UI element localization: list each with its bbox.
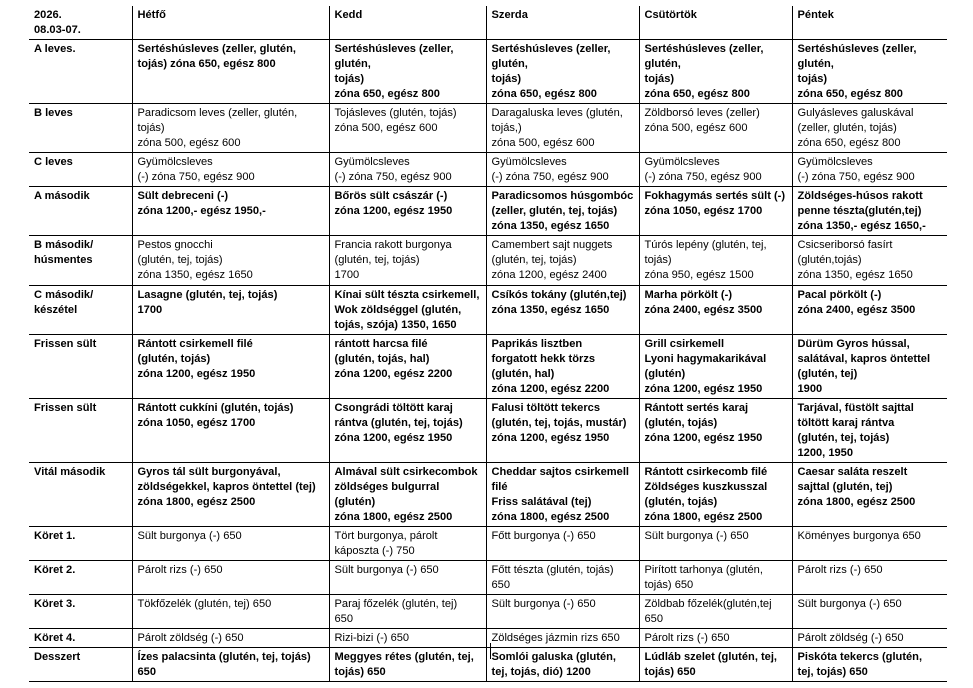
menu-cell: Paraj főzelék (glutén, tej) 650: [329, 595, 486, 629]
menu-cell: Paradicsom leves (zeller, glutén, tojás) zóna 500, egész 600: [132, 104, 329, 153]
menu-cell: Grill csirkemell Lyoni hagymakarikával (glutén) zóna 1200, egész 1950: [639, 335, 792, 399]
menu-cell: Túrós lepény (glutén, tej, tojás) zóna 950, egész 1500: [639, 236, 792, 286]
menu-cell: Sertéshúsleves (zeller, glutén, tojás) zóna 650, egész 800: [792, 40, 947, 104]
menu-cell: Gyümölcsleves (-) zóna 750, egész 900: [329, 153, 486, 187]
menu-cell: Paprikás lisztben forgatott hekk törzs (glutén, hal) zóna 1200, egész 2200: [486, 335, 639, 399]
menu-cell: Camembert sajt nuggets (glutén, tej, tojás) zóna 1200, egész 2400: [486, 236, 639, 286]
menu-cell: Sült burgonya (-) 650: [329, 561, 486, 595]
menu-cell: Paradicsomos húsgombóc (zeller, glutén, tej, tojás) zóna 1350, egész 1650: [486, 187, 639, 236]
row-label: Köret 2.: [29, 561, 132, 595]
menu-cell: Almával sült csirkecombok zöldséges bulgurral (glutén) zóna 1800, egész 2500: [329, 463, 486, 527]
row-label: C leves: [29, 153, 132, 187]
menu-cell: Rizi-bizi (-) 650: [329, 629, 486, 648]
menu-cell: Cheddar sajtos csirkemell filé Friss salátával (tej) zóna 1800, egész 2500: [486, 463, 639, 527]
menu-cell: Fokhagymás sertés sült (-) zóna 1050, egész 1700: [639, 187, 792, 236]
menu-cell: Gyümölcsleves (-) zóna 750, egész 900: [132, 153, 329, 187]
menu-cell: Rántott csirkecomb filé Zöldséges kuszkusszal (glutén, tojás) zóna 1800, egész 2500: [639, 463, 792, 527]
day-header-thursday: Csütörtök: [639, 6, 792, 40]
menu-cell: Sertéshúsleves (zeller, glutén, tojás) zóna 650, egész 800: [132, 40, 329, 104]
menu-row-desszert: [29, 648, 947, 682]
menu-cell: Rántott csirkemell filé (glutén, tojás) zóna 1200, egész 1950: [132, 335, 329, 399]
row-label: A leves.: [29, 40, 132, 104]
menu-cell: Caesar saláta reszelt sajttal (glutén, tej) zóna 1800, egész 2500: [792, 463, 947, 527]
menu-cell: Párolt zöldség (-) 650: [132, 629, 329, 648]
row-label: Frissen sült: [29, 399, 132, 463]
menu-cell: Gyümölcsleves (-) zóna 750, egész 900: [486, 153, 639, 187]
menu-row-b-leves: [29, 104, 947, 153]
row-label: A második: [29, 187, 132, 236]
menu-cell: Pacal pörkölt (-) zóna 2400, egész 3500: [792, 286, 947, 335]
row-label: Köret 4.: [29, 629, 132, 648]
menu-row-a-masodik: [29, 187, 947, 236]
day-header-friday: Péntek: [792, 6, 947, 40]
row-label: B második/ húsmentes: [29, 236, 132, 286]
menu-row-c-masodik: [29, 286, 947, 335]
row-label: Köret 3.: [29, 595, 132, 629]
menu-row-b-masodik: [29, 236, 947, 286]
menu-cell: Tört burgonya, párolt káposzta (-) 750: [329, 527, 486, 561]
menu-cell: Zöldborsó leves (zeller) zóna 500, egész 600: [639, 104, 792, 153]
menu-cell: Somlói galuska (glutén, tej, tojás, dió) 1200: [486, 648, 639, 682]
menu-cell: Kínai sült tészta csirkemell, Wok zöldséggel (glutén, tojás, szója) 1350, 1650: [329, 286, 486, 335]
menu-cell: Sült burgonya (-) 650: [132, 527, 329, 561]
menu-cell: Zöldséges-húsos rakott penne tészta(glutén,tej) zóna 1350,- egész 1650,-: [792, 187, 947, 236]
menu-cell: Daragaluska leves (glutén, tojás,) zóna 500, egész 600: [486, 104, 639, 153]
menu-cell: Lasagne (glutén, tej, tojás) 1700: [132, 286, 329, 335]
row-label: Frissen sült: [29, 335, 132, 399]
week-label: 2026. 08.03-07.: [29, 6, 132, 40]
menu-cell: Zöldséges jázmin rizs 650: [486, 629, 639, 648]
menu-cell: Köményes burgonya 650: [792, 527, 947, 561]
menu-cell: Csongrádi töltött karaj rántva (glutén, tej, tojás) zóna 1200, egész 1950: [329, 399, 486, 463]
menu-row-koret-2: [29, 561, 947, 595]
menu-cell: Sült debreceni (-) zóna 1200,- egész 1950,-: [132, 187, 329, 236]
menu-cell: Francia rakott burgonya (glutén, tej, tojás) 1700: [329, 236, 486, 286]
menu-cell: rántott harcsa filé (glutén, tojás, hal) zóna 1200, egész 2200: [329, 335, 486, 399]
weekly-menu-table: [29, 6, 947, 682]
menu-cell: Bőrös sült császár (-) zóna 1200, egész 1950: [329, 187, 486, 236]
menu-cell: Ízes palacsinta (glutén, tej, tojás) 650: [132, 648, 329, 682]
menu-cell: Sült burgonya (-) 650: [486, 595, 639, 629]
menu-cell: Sült burgonya (-) 650: [639, 527, 792, 561]
menu-cell: Párolt zöldség (-) 650: [792, 629, 947, 648]
menu-row-a-leves: [29, 40, 947, 104]
menu-cell: Csicseriborsó fasírt (glutén,tojás) zóna 1350, egész 1650: [792, 236, 947, 286]
menu-row-koret-3: [29, 595, 947, 629]
menu-cell: Sertéshúsleves (zeller, glutén, tojás) zóna 650, egész 800: [486, 40, 639, 104]
menu-cell: Dürüm Gyros hússal, salátával, kapros öntettel (glutén, tej) 1900: [792, 335, 947, 399]
row-label: C második/ készétel: [29, 286, 132, 335]
menu-cell: Lúdláb szelet (glutén, tej, tojás) 650: [639, 648, 792, 682]
day-header-monday: Hétfő: [132, 6, 329, 40]
row-label: Vitál második: [29, 463, 132, 527]
menu-cell: Tökfőzelék (glutén, tej) 650: [132, 595, 329, 629]
menu-cell: Gulyásleves galuskával (zeller, glutén, tojás) zóna 650, egész 800: [792, 104, 947, 153]
menu-cell: Főtt burgonya (-) 650: [486, 527, 639, 561]
menu-cell: Falusi töltött tekercs (glutén, tej, tojás, mustár) zóna 1200, egész 1950: [486, 399, 639, 463]
row-label: Desszert: [29, 648, 132, 682]
menu-cell: Sertéshúsleves (zeller, glutén, tojás) zóna 650, egész 800: [639, 40, 792, 104]
menu-cell: Piskóta tekercs (glutén, tej, tojás) 650: [792, 648, 947, 682]
table-edge-marker: [490, 643, 491, 659]
menu-row-koret-4: [29, 629, 947, 648]
menu-cell: Rántott cukkíni (glutén, tojás) zóna 1050, egész 1700: [132, 399, 329, 463]
menu-cell: Pirított tarhonya (glutén, tojás) 650: [639, 561, 792, 595]
menu-cell: Marha pörkölt (-) zóna 2400, egész 3500: [639, 286, 792, 335]
menu-cell: Gyros tál sült burgonyával, zöldségekkel, kapros öntettel (tej) zóna 1800, egész 2500: [132, 463, 329, 527]
day-header-wednesday: Szerda: [486, 6, 639, 40]
menu-cell: Párolt rizs (-) 650: [639, 629, 792, 648]
row-label: Köret 1.: [29, 527, 132, 561]
menu-row-frissen-sult-1: [29, 335, 947, 399]
menu-row-frissen-sult-2: [29, 399, 947, 463]
menu-cell: Tarjával, füstölt sajttal töltött karaj rántva (glutén, tej, tojás) 1200, 1950: [792, 399, 947, 463]
menu-cell: Meggyes rétes (glutén, tej, tojás) 650: [329, 648, 486, 682]
menu-cell: Párolt rizs (-) 650: [132, 561, 329, 595]
menu-cell: Csíkós tokány (glutén,tej) zóna 1350, egész 1650: [486, 286, 639, 335]
menu-cell: Pestos gnocchi (glutén, tej, tojás) zóna 1350, egész 1650: [132, 236, 329, 286]
menu-cell: Rántott sertés karaj (glutén, tojás) zóna 1200, egész 1950: [639, 399, 792, 463]
menu-cell: Gyümölcsleves (-) zóna 750, egész 900: [792, 153, 947, 187]
day-header-tuesday: Kedd: [329, 6, 486, 40]
menu-cell: Sült burgonya (-) 650: [792, 595, 947, 629]
row-label: B leves: [29, 104, 132, 153]
menu-cell: Zöldbab főzelék(glutén,tej 650: [639, 595, 792, 629]
menu-cell: Sertéshúsleves (zeller, glutén, tojás) zóna 650, egész 800: [329, 40, 486, 104]
menu-cell: Párolt rizs (-) 650: [792, 561, 947, 595]
header-row: [29, 6, 947, 40]
menu-cell: Főtt tészta (glutén, tojás) 650: [486, 561, 639, 595]
menu-row-c-leves: [29, 153, 947, 187]
menu-cell: Tojásleves (glutén, tojás) zóna 500, egész 600: [329, 104, 486, 153]
menu-cell: Gyümölcsleves (-) zóna 750, egész 900: [639, 153, 792, 187]
menu-row-koret-1: [29, 527, 947, 561]
menu-row-vital-masodik: [29, 463, 947, 527]
